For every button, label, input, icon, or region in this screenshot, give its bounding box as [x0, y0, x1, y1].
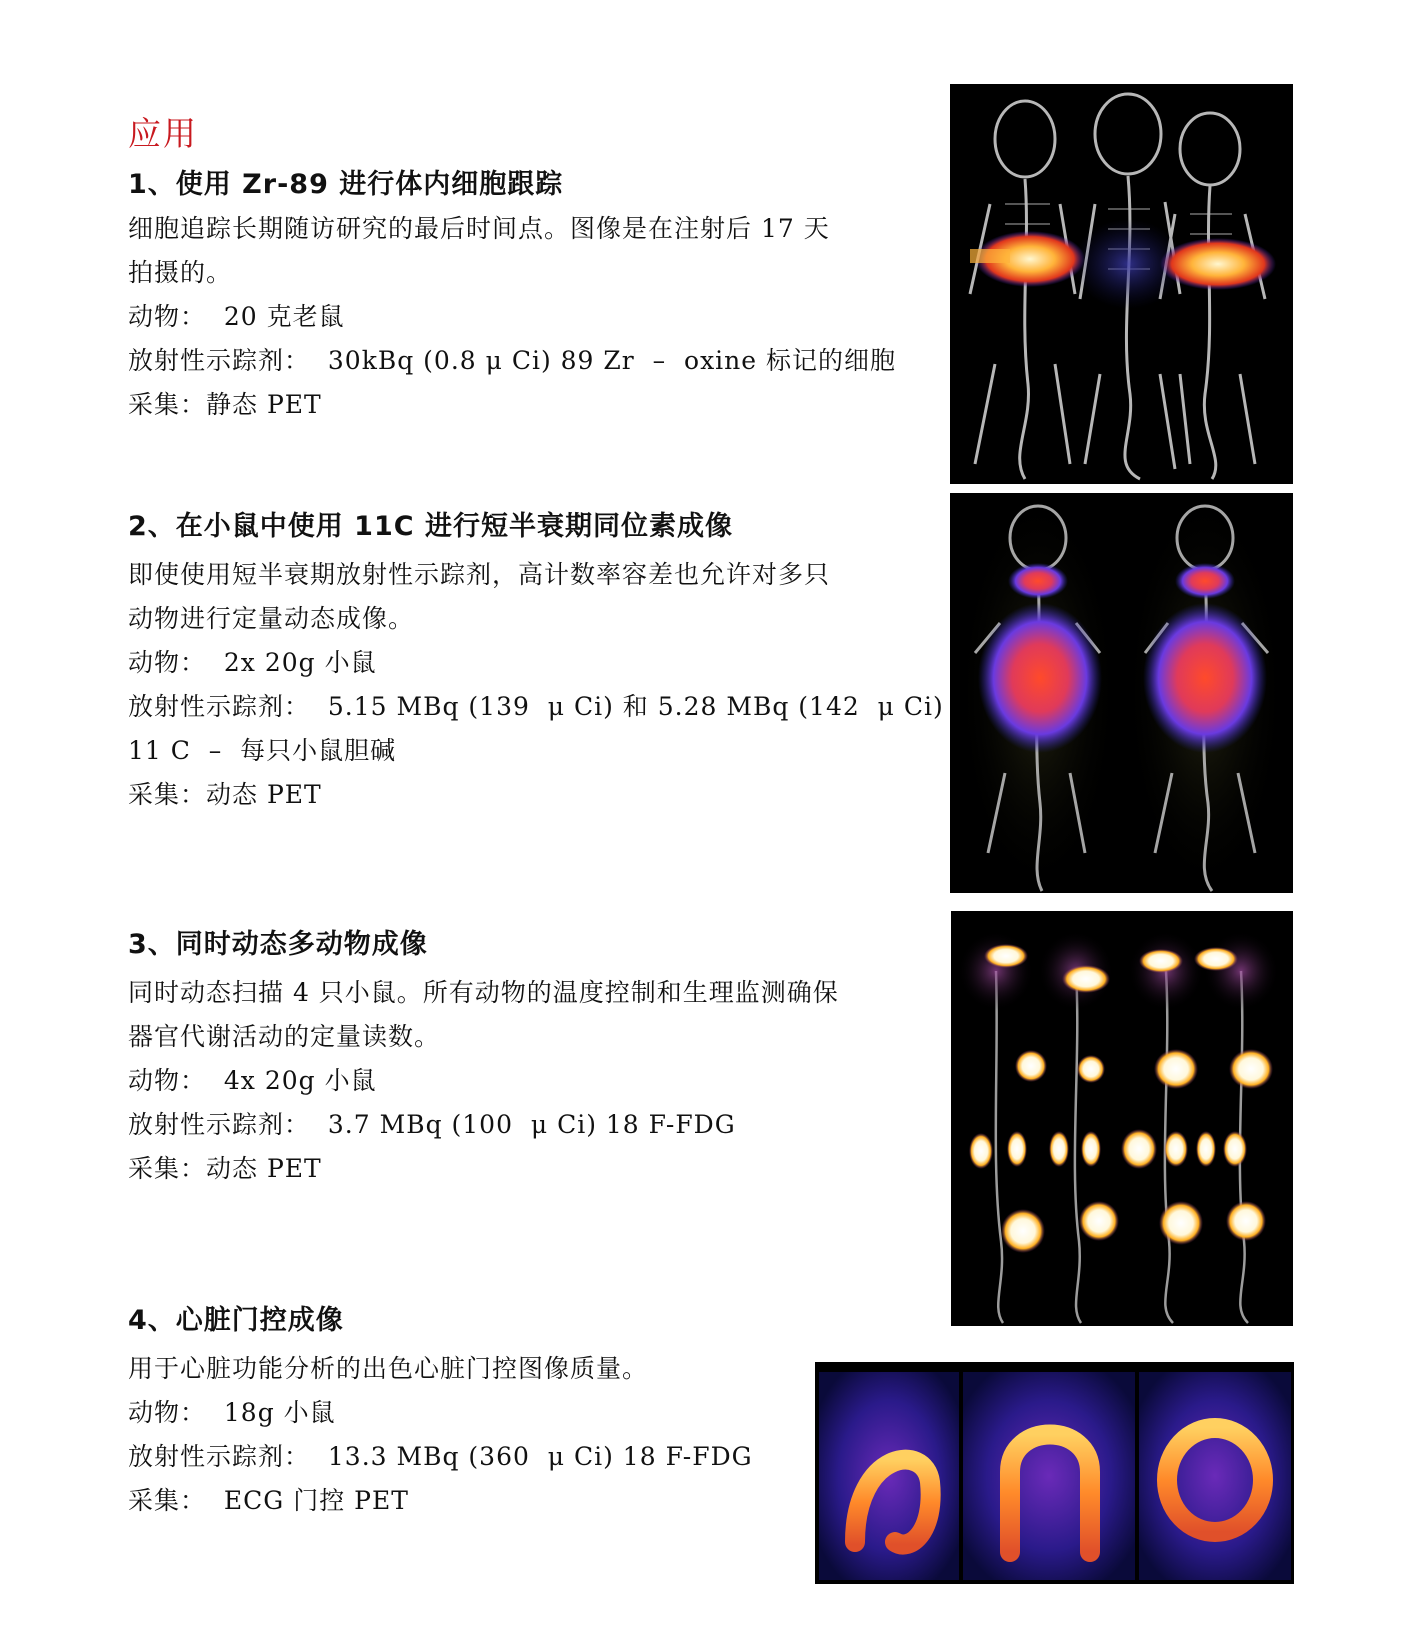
pet-image-fdg-four-mice [951, 911, 1293, 1326]
pet-image-zr89-mice [950, 84, 1293, 484]
tracer-line: 放射性示踪剂： 3.7 MBq (100 μ Ci) 18 F-FDG [128, 1110, 736, 1139]
pet-image-11c-mice [950, 493, 1293, 893]
page-title: 应用 [128, 114, 198, 153]
acquisition-line: 采集：动态 PET [128, 780, 322, 809]
animal-line: 动物： 18g 小鼠 [128, 1398, 336, 1427]
section-title: 4、心脏门控成像 [128, 1305, 344, 1336]
mouse-pet-illustration [950, 493, 1293, 893]
pet-image-cardiac-gated [815, 1362, 1294, 1584]
animal-line: 动物： 20 克老鼠 [128, 302, 345, 331]
section-cardiac-gated [128, 1299, 928, 1523]
description-line: 动物进行定量动态成像。 [128, 604, 415, 633]
description-line: 同时动态扫描 4 只小鼠。所有动物的温度控制和生理监测确保 [128, 978, 839, 1007]
description-line: 即使使用短半衰期放射性示踪剂，高计数率容差也允许对多只 [128, 560, 831, 589]
tracer-line: 放射性示踪剂： 30kBq (0.8 μ Ci) 89 Zr – oxine 标记的细胞 [128, 346, 897, 375]
tracer-line-cont: 11 C – 每只小鼠胆碱 [128, 736, 397, 765]
section-title: 2、在小鼠中使用 11C 进行短半衰期同位素成像 [128, 511, 733, 542]
section-title: 1、使用 Zr-89 进行体内细胞跟踪 [128, 169, 564, 200]
section-title: 3、同时动态多动物成像 [128, 929, 428, 960]
description-line: 细胞追踪长期随访研究的最后时间点。图像是在注射后 17 天 [128, 214, 830, 243]
description-line: 器官代谢活动的定量读数。 [128, 1022, 441, 1051]
acquisition-line: 采集：动态 PET [128, 1154, 322, 1183]
description-line: 用于心脏功能分析的出色心脏门控图像质量。 [128, 1354, 649, 1383]
animal-line: 动物： 2x 20g 小鼠 [128, 648, 377, 677]
description-line: 拍摄的。 [128, 258, 233, 287]
animal-line: 动物： 4x 20g 小鼠 [128, 1066, 377, 1095]
section-zr89-cell-tracking [128, 163, 928, 427]
mouse-skeleton-illustration [950, 84, 1293, 484]
mouse-pet-illustration [951, 911, 1293, 1326]
acquisition-line: 采集：静态 PET [128, 390, 322, 419]
tracer-line: 放射性示踪剂： 5.15 MBq (139 μ Ci) 和 5.28 MBq (142 μ Ci) [128, 692, 944, 721]
section-11c-short-halflife [128, 505, 944, 817]
heart-slices-illustration [815, 1362, 1294, 1584]
section-multi-animal-dynamic [128, 923, 928, 1191]
tracer-line: 放射性示踪剂： 13.3 MBq (360 μ Ci) 18 F-FDG [128, 1442, 753, 1471]
acquisition-line: 采集： ECG 门控 PET [128, 1486, 409, 1515]
